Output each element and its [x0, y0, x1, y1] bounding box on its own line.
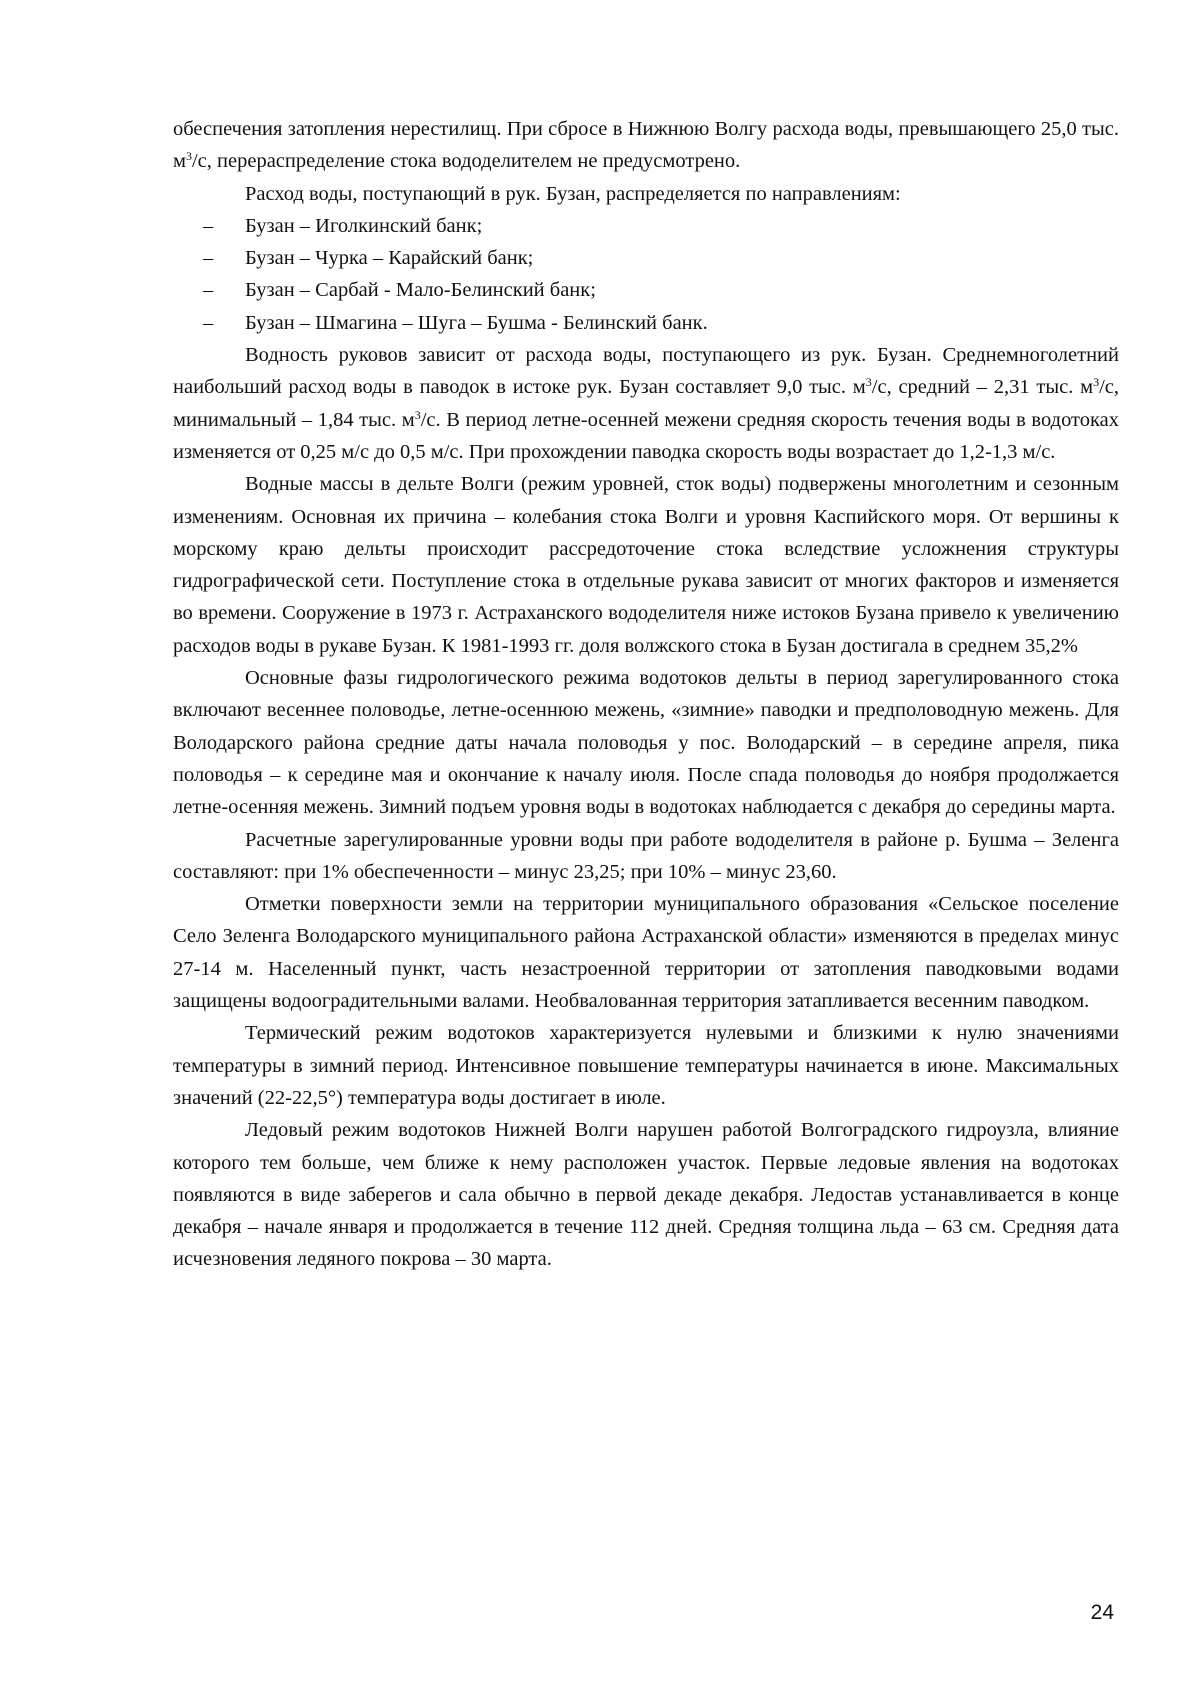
distribution-list	[173, 210, 1119, 339]
paragraph-hydrological-phases: Основные фазы гидрологического режима водотоков дельты в период зарегулированного стока включают весеннее половодье, летне-осеннюю межень, «зимние» паводки и предполоводную межень. Для Володарского района средние даты начала половодья у пос. Володарский – в середине апреля, пика половодья – к середине мая и окончание к началу июля. После спада половодья до ноября продолжается летне-осенняя межень. Зимний подъем уровня воды в водотоках наблюдается с декабря до середины марта.	[173, 667, 1119, 819]
paragraph-distribution-intro: Расход воды, поступающий в рук. Бузан, распределяется по направлениям:	[245, 182, 901, 205]
dash-marker: –	[203, 279, 214, 302]
dash-marker: –	[203, 247, 214, 270]
list-item: – Бузан – Иголкинский банк;	[173, 210, 1119, 242]
paragraph-continuation: обеспечения затопления нерестилищ. При сбросе в Нижнюю Волгу расхода воды, превышающего 25,0 тыс. $м^3/с$, перераспределение стока вододелителем не предусмотрено.	[173, 118, 1119, 173]
dash-marker: –	[203, 214, 214, 237]
paragraph-ground-elevations: Отметки поверхности земли на территории муниципального образования «Сельское поселение Село Зеленга Володарского муниципального района Астраханской области» изменяются в пределах минус 27-14 м. Населенный пункт, часть незастроенной территории от затопления паводковыми водами защищены водооградительными валами. Необвалованная территория затапливается весенним паводком.	[173, 893, 1119, 1013]
paragraph-design-levels: Расчетные зарегулированные уровни воды при работе вододелителя в районе р. Бушма – Зеленга составляют: при 1% обеспеченности – минус 23,25; при 10% – минус 23,60.	[173, 828, 1119, 883]
paragraph-ice-regime: Ледовый режим водотоков Нижней Волги нарушен работой Волгоградского гидроузла, влияние которого тем больше, чем ближе к нему расположен участок. Первые ледовые явления на водотоках появляются в виде заберегов и сала обычно в первой декаде декабря. Ледостав устанавливается в конце декабря – начале января и продолжается в течение 112 дней. Средняя толщина льда – 63 см. Средняя дата исчезновения ледяного покрова – 30 марта.	[173, 1119, 1119, 1271]
dash-marker: –	[203, 311, 214, 334]
paragraph-water-masses: Водные массы в дельте Волги (режим уровней, сток воды) подвержены многолетним и сезонным изменениям. Основная их причина – колебания стока Волги и уровня Каспийского моря. От вершины к морскому краю дельты происходит рассредоточение стока вследствие усложнения структуры гидрографической сети. Поступление стока в отдельные рукава зависит от многих факторов и изменяется во времени. Сооружение в 1973 г. Астраханского вододелителя ниже истоков Бузана привело к увеличению расходов воды в рукаве Бузан. К 1981-1993 гг. доля волжского стока в Бузан достигала в среднем 35,2%	[173, 473, 1119, 657]
list-item: – Бузан – Чурка – Карайский банк;	[173, 242, 1119, 274]
paragraph-water-discharge: Водность руковов зависит от расхода воды, поступающего из рук. Бузан. Среднемноголетний наибольший расход воды в паводок в истоке рук. Бузан составляет 9,0 тыс. $м^3/с$, средний – 2,31 тыс. $м^3/с$, минимальный – 1,84 тыс. $м^3/с$. В период летне-осенней межени средняя скорость течения воды в водотоках изменяется от 0,25 м/с до 0,5 м/с. При прохождении паводка скорость воды возрастает до 1,2-1,3 м/с.	[173, 344, 1119, 463]
page-content	[173, 113, 1119, 1276]
list-item: – Бузан – Сарбай - Мало-Белинский банк;	[173, 274, 1119, 306]
paragraph-thermal-regime: Термический режим водотоков характеризуется нулевыми и близкими к нулю значениями температуры в зимний период. Интенсивное повышение температуры начинается в июне. Максимальных значений (22-22,5°) температура воды достигает в июле.	[173, 1022, 1119, 1109]
page-number: 24	[1090, 1601, 1114, 1624]
list-item: – Бузан – Шмагина – Шуга – Бушма - Белинский банк.	[173, 307, 1119, 339]
